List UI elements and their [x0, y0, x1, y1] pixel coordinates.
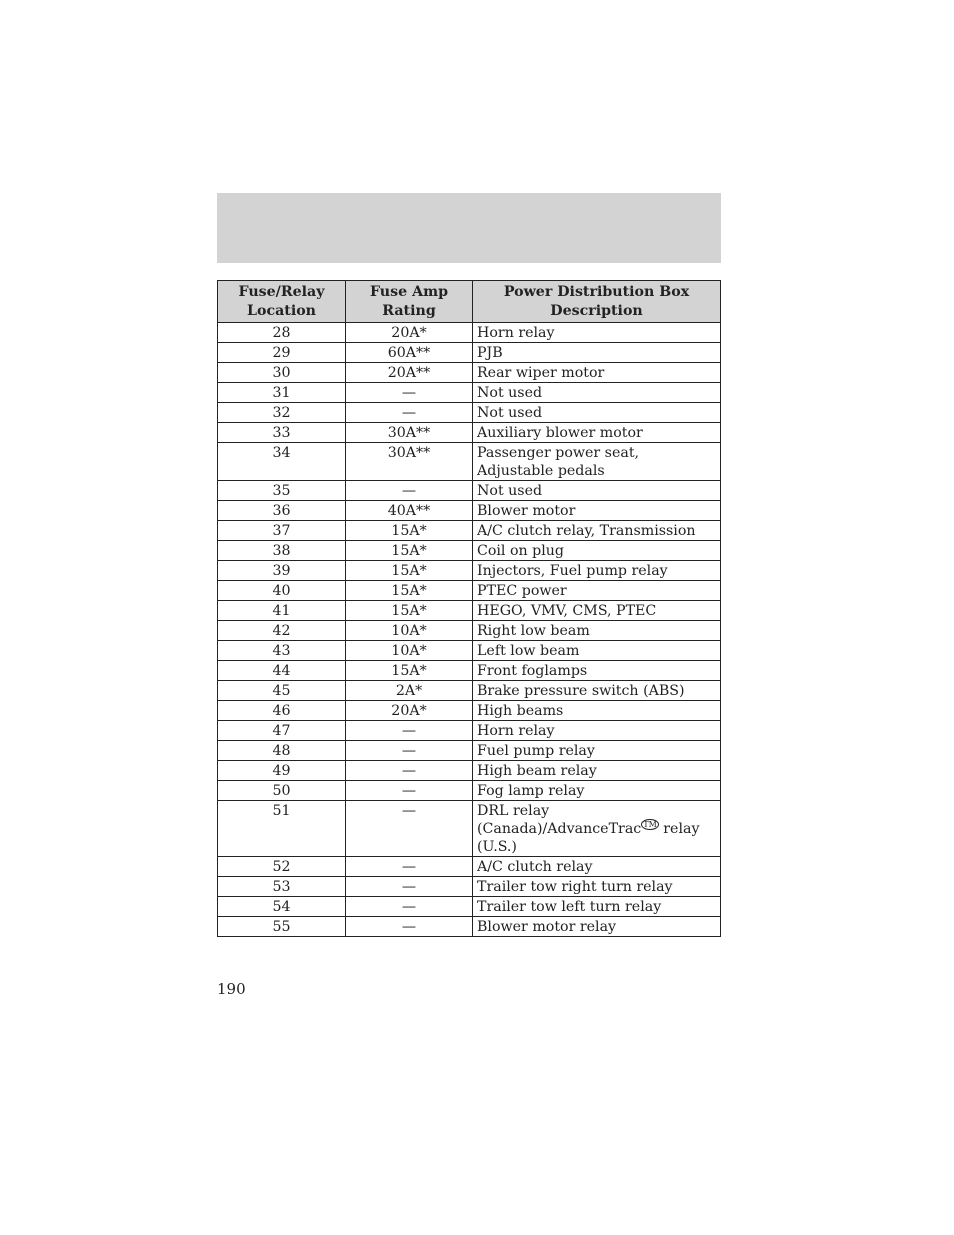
description-cell: Fuel pump relay — [473, 741, 721, 761]
description-cell: Fog lamp relay — [473, 781, 721, 801]
table-row — [218, 761, 721, 781]
table-row — [218, 857, 721, 877]
rating-cell: 20A* — [346, 701, 473, 721]
page-number: 190 — [217, 980, 246, 998]
description-part: DRL relay — [477, 803, 550, 819]
rating-cell: — — [346, 383, 473, 403]
description-cell: Not used — [473, 383, 721, 403]
location-cell: 32 — [218, 403, 346, 423]
rating-cell: — — [346, 917, 473, 937]
description-cell: Coil on plug — [473, 541, 721, 561]
description-cell: HEGO, VMV, CMS, PTEC — [473, 601, 721, 621]
table-row — [218, 343, 721, 363]
description-part: relay — [658, 821, 700, 837]
description-cell: Brake pressure switch (ABS) — [473, 681, 721, 701]
table-row — [218, 681, 721, 701]
table-row — [218, 701, 721, 721]
location-cell: 52 — [218, 857, 346, 877]
rating-cell: 60A** — [346, 343, 473, 363]
header-location-line1: Fuse/Relay — [238, 284, 325, 300]
table-row — [218, 403, 721, 423]
description-part: (U.S.) — [477, 839, 517, 855]
table-row — [218, 601, 721, 621]
rating-cell: — — [346, 403, 473, 423]
rating-cell: 15A* — [346, 541, 473, 561]
description-cell: A/C clutch relay — [473, 857, 721, 877]
location-cell: 45 — [218, 681, 346, 701]
header-description-line1: Power Distribution Box — [503, 284, 690, 300]
table-row — [218, 641, 721, 661]
header-description-line2: Description — [550, 303, 643, 319]
description-cell: Blower motor — [473, 501, 721, 521]
description-cell: High beams — [473, 701, 721, 721]
rating-cell: 20A** — [346, 363, 473, 383]
table-row — [218, 781, 721, 801]
section-header-band — [217, 193, 721, 263]
header-rating-line2: Rating — [382, 303, 436, 319]
location-cell: 29 — [218, 343, 346, 363]
description-cell: PJB — [473, 343, 721, 363]
description-cell: Blower motor relay — [473, 917, 721, 937]
rating-cell: — — [346, 877, 473, 897]
rating-cell: — — [346, 741, 473, 761]
description-cell: Not used — [473, 403, 721, 423]
table-row — [218, 501, 721, 521]
location-cell: 54 — [218, 897, 346, 917]
table-row — [218, 661, 721, 681]
description-cell: High beam relay — [473, 761, 721, 781]
table-row — [218, 721, 721, 741]
description-cell — [473, 801, 721, 857]
rating-cell: — — [346, 761, 473, 781]
description-cell: Rear wiper motor — [473, 363, 721, 383]
description-cell: Left low beam — [473, 641, 721, 661]
header-location — [218, 281, 346, 323]
rating-cell: 10A* — [346, 621, 473, 641]
description-cell: Trailer tow right turn relay — [473, 877, 721, 897]
table-row — [218, 741, 721, 761]
description-cell: Front foglamps — [473, 661, 721, 681]
location-cell: 28 — [218, 323, 346, 343]
location-cell: 33 — [218, 423, 346, 443]
location-cell: 30 — [218, 363, 346, 383]
location-cell: 41 — [218, 601, 346, 621]
description-cell: Right low beam — [473, 621, 721, 641]
rating-cell: 30A** — [346, 443, 473, 481]
table-row — [218, 521, 721, 541]
description-cell: Horn relay — [473, 323, 721, 343]
table-row — [218, 581, 721, 601]
location-cell: 42 — [218, 621, 346, 641]
location-cell: 39 — [218, 561, 346, 581]
description-cell: A/C clutch relay, Transmission — [473, 521, 721, 541]
header-rating-line1: Fuse Amp — [369, 284, 449, 300]
table-row — [218, 621, 721, 641]
table-row — [218, 897, 721, 917]
rating-cell: 2A* — [346, 681, 473, 701]
rating-cell: 15A* — [346, 561, 473, 581]
location-cell: 51 — [218, 801, 346, 857]
table-row — [218, 443, 721, 481]
location-cell: 49 — [218, 761, 346, 781]
description-cell: Horn relay — [473, 721, 721, 741]
location-cell: 37 — [218, 521, 346, 541]
location-cell: 46 — [218, 701, 346, 721]
rating-cell: 20A* — [346, 323, 473, 343]
location-cell: 53 — [218, 877, 346, 897]
fuse-table — [217, 280, 721, 937]
rating-cell: — — [346, 481, 473, 501]
location-cell: 55 — [218, 917, 346, 937]
location-cell: 50 — [218, 781, 346, 801]
table-row — [218, 917, 721, 937]
header-rating — [346, 281, 473, 323]
header-location-line2: Location — [247, 303, 316, 319]
table-row — [218, 561, 721, 581]
table-row — [218, 877, 721, 897]
table-row — [218, 323, 721, 343]
location-cell: 36 — [218, 501, 346, 521]
description-cell: Auxiliary blower motor — [473, 423, 721, 443]
location-cell: 40 — [218, 581, 346, 601]
rating-cell: 15A* — [346, 521, 473, 541]
location-cell: 43 — [218, 641, 346, 661]
rating-cell: — — [346, 781, 473, 801]
rating-cell: 40A** — [346, 501, 473, 521]
rating-cell: 15A* — [346, 581, 473, 601]
table-row — [218, 423, 721, 443]
trademark-symbol: TM — [643, 820, 657, 830]
rating-cell: — — [346, 801, 473, 857]
rating-cell: — — [346, 857, 473, 877]
location-cell: 47 — [218, 721, 346, 741]
location-cell: 48 — [218, 741, 346, 761]
description-cell: PTEC power — [473, 581, 721, 601]
description-part: (Canada)/AdvanceTrac — [477, 821, 642, 837]
location-cell: 34 — [218, 443, 346, 481]
rating-cell: 30A** — [346, 423, 473, 443]
table-row — [218, 383, 721, 403]
location-cell: 31 — [218, 383, 346, 403]
location-cell: 38 — [218, 541, 346, 561]
location-cell: 35 — [218, 481, 346, 501]
description-cell: Passenger power seat, Adjustable pedals — [473, 443, 721, 481]
rating-cell: 10A* — [346, 641, 473, 661]
description-cell: Not used — [473, 481, 721, 501]
table-header-row — [218, 281, 721, 323]
table-row — [218, 801, 721, 857]
description-cell: Trailer tow left turn relay — [473, 897, 721, 917]
table-row — [218, 541, 721, 561]
header-description — [473, 281, 721, 323]
table-row — [218, 481, 721, 501]
table-row — [218, 363, 721, 383]
description-cell: Injectors, Fuel pump relay — [473, 561, 721, 581]
rating-cell: 15A* — [346, 661, 473, 681]
rating-cell: — — [346, 897, 473, 917]
location-cell: 44 — [218, 661, 346, 681]
rating-cell: — — [346, 721, 473, 741]
rating-cell: 15A* — [346, 601, 473, 621]
